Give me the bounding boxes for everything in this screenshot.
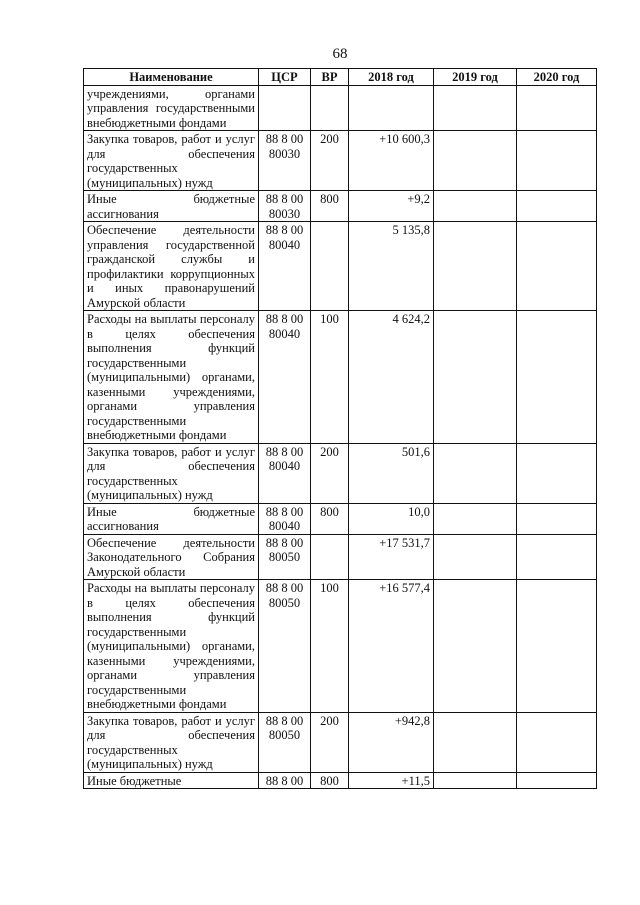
cell-csr: 88 8 00 80040 [259,503,311,534]
cell-vr: 800 [311,191,349,222]
cell-csr: 88 8 00 80040 [259,222,311,311]
header-2018: 2018 год [349,69,434,86]
header-csr: ЦСР [259,69,311,86]
cell-vr [311,222,349,311]
cell-name: Закупка товаров, работ и услуг для обеспечения государственных (муниципальных) нужд [84,712,259,772]
cell-y2020 [517,580,597,713]
cell-vr: 800 [311,772,349,789]
table-row [84,222,597,311]
table-row [84,534,597,580]
cell-y2018: 10,0 [349,503,434,534]
cell-vr: 200 [311,712,349,772]
cell-name: Обеспечение деятельности управления государственной гражданской службы и профилактики коррупционных и иных правонарушений Амурской области [84,222,259,311]
cell-vr [311,85,349,131]
budget-table [83,68,597,789]
cell-name: Закупка товаров, работ и услуг для обеспечения государственных (муниципальных) нужд [84,131,259,191]
cell-name: учреждениями, органами управления государственными внебюджетными фондами [84,85,259,131]
cell-name: Иные бюджетные ассигнования [84,503,259,534]
cell-csr: 88 8 00 80030 [259,191,311,222]
cell-y2018: 5 135,8 [349,222,434,311]
cell-csr: 88 8 00 80050 [259,534,311,580]
cell-csr: 88 8 00 80030 [259,131,311,191]
header-name: Наименование [84,69,259,86]
cell-y2020 [517,85,597,131]
cell-y2020 [517,772,597,789]
cell-y2019 [434,222,517,311]
cell-y2019 [434,85,517,131]
cell-vr: 100 [311,580,349,713]
cell-y2020 [517,534,597,580]
table-row [84,311,597,444]
table-row [84,712,597,772]
cell-csr [259,85,311,131]
cell-csr: 88 8 00 [259,772,311,789]
table-row [84,580,597,713]
cell-name: Иные бюджетные [84,772,259,789]
cell-name: Расходы на выплаты персоналу в целях обеспечения выполнения функций государственными (муниципальными) органами, казенными учреждениями, органами управления государственными внебюджетными фондами [84,311,259,444]
cell-y2019 [434,131,517,191]
cell-y2018: +11,5 [349,772,434,789]
cell-y2018: +9,2 [349,191,434,222]
cell-csr: 88 8 00 80040 [259,311,311,444]
table-row [84,503,597,534]
cell-vr: 200 [311,443,349,503]
cell-y2019 [434,191,517,222]
table-row [84,131,597,191]
cell-vr: 100 [311,311,349,444]
cell-y2020 [517,712,597,772]
cell-y2018: +17 531,7 [349,534,434,580]
table-row [84,85,597,131]
cell-y2018: +10 600,3 [349,131,434,191]
cell-name: Расходы на выплаты персоналу в целях обеспечения выполнения функций государственными (муниципальными) органами, казенными учреждениями, органами управления государственными внебюджетными фондами [84,580,259,713]
cell-y2018 [349,85,434,131]
cell-y2020 [517,222,597,311]
cell-y2019 [434,772,517,789]
cell-vr [311,534,349,580]
cell-y2019 [434,503,517,534]
table-row [84,443,597,503]
cell-y2018: 4 624,2 [349,311,434,444]
header-2019: 2019 год [434,69,517,86]
cell-y2018: +942,8 [349,712,434,772]
cell-name: Обеспечение деятельности Законодательного Собрания Амурской области [84,534,259,580]
header-2020: 2020 год [517,69,597,86]
cell-y2020 [517,131,597,191]
table-row [84,191,597,222]
cell-y2018: 501,6 [349,443,434,503]
cell-y2018: +16 577,4 [349,580,434,713]
table-row [84,772,597,789]
header-vr: ВР [311,69,349,86]
cell-vr: 800 [311,503,349,534]
cell-name: Закупка товаров, работ и услуг для обеспечения государственных (муниципальных) нужд [84,443,259,503]
cell-name: Иные бюджетные ассигнования [84,191,259,222]
cell-y2019 [434,712,517,772]
cell-csr: 88 8 00 80040 [259,443,311,503]
table-header-row [84,69,597,86]
page-number: 68 [332,46,348,62]
cell-y2020 [517,311,597,444]
cell-y2019 [434,443,517,503]
cell-vr: 200 [311,131,349,191]
cell-y2020 [517,443,597,503]
cell-y2019 [434,580,517,713]
cell-y2019 [434,534,517,580]
cell-y2020 [517,191,597,222]
cell-csr: 88 8 00 80050 [259,712,311,772]
cell-csr: 88 8 00 80050 [259,580,311,713]
cell-y2020 [517,503,597,534]
cell-y2019 [434,311,517,444]
